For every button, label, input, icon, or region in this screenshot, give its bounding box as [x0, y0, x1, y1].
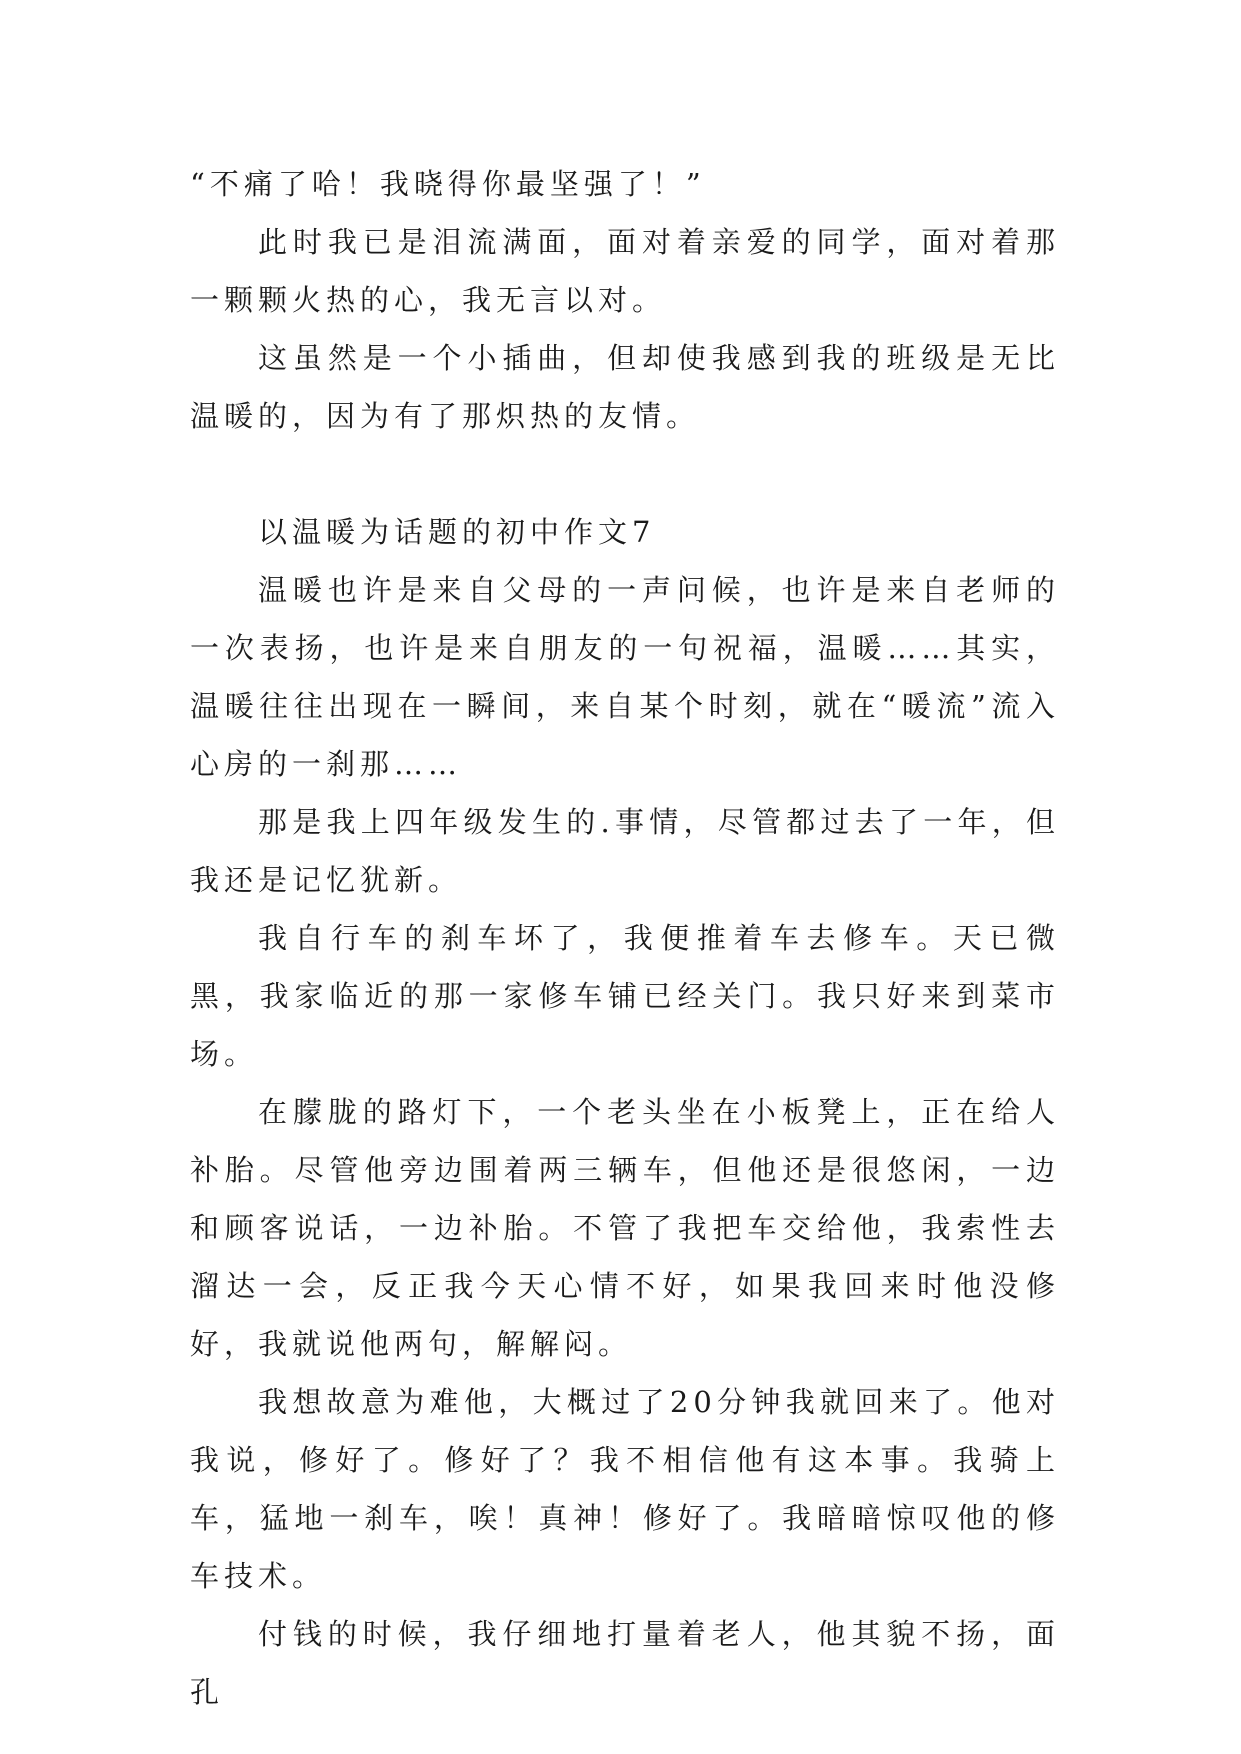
- section-title: 以温暖为话题的初中作文7: [258, 515, 656, 549]
- section-spacer: [190, 445, 1060, 503]
- paragraph-quote: “不痛了哈！我晓得你最坚强了！”: [190, 167, 706, 201]
- paragraph: 我自行车的刹车坏了，我便推着车去修车。天已微黑，我家临近的那一家修车铺已经关门。我只好来到菜市场。: [190, 921, 1060, 1071]
- paragraph: 温暖也许是来自父母的一声问候，也许是来自老师的一次表扬，也许是来自朋友的一句祝福，温暖……其实，温暖往往出现在一瞬间，来自某个时刻，就在“暖流”流入心房的一刹那……: [190, 573, 1060, 781]
- paragraph: 那是我上四年级发生的.事情，尽管都过去了一年，但我还是记忆犹新。: [190, 805, 1060, 897]
- document-body: [190, 155, 1060, 1721]
- paragraph: 付钱的时候，我仔细地打量着老人，他其貌不扬，面孔: [190, 1617, 1060, 1709]
- paragraph: 此时我已是泪流满面，面对着亲爱的同学，面对着那一颗颗火热的心，我无言以对。: [190, 225, 1060, 317]
- paragraph: 在朦胧的路灯下，一个老头坐在小板凳上，正在给人补胎。尽管他旁边围着两三辆车，但他还是很悠闲，一边和顾客说话，一边补胎。不管了我把车交给他，我索性去溜达一会，反正我今天心情不好，如果我回来时他没修好，我就说他两句，解解闷。: [190, 1095, 1060, 1361]
- paragraph: 我想故意为难他，大概过了20分钟我就回来了。他对我说，修好了。修好了？我不相信他有这本事。我骑上车，猛地一刹车，唉！真神！修好了。我暗暗惊叹他的修车技术。: [190, 1385, 1060, 1593]
- paragraph: 这虽然是一个小插曲，但却使我感到我的班级是无比温暖的，因为有了那炽热的友情。: [190, 341, 1060, 433]
